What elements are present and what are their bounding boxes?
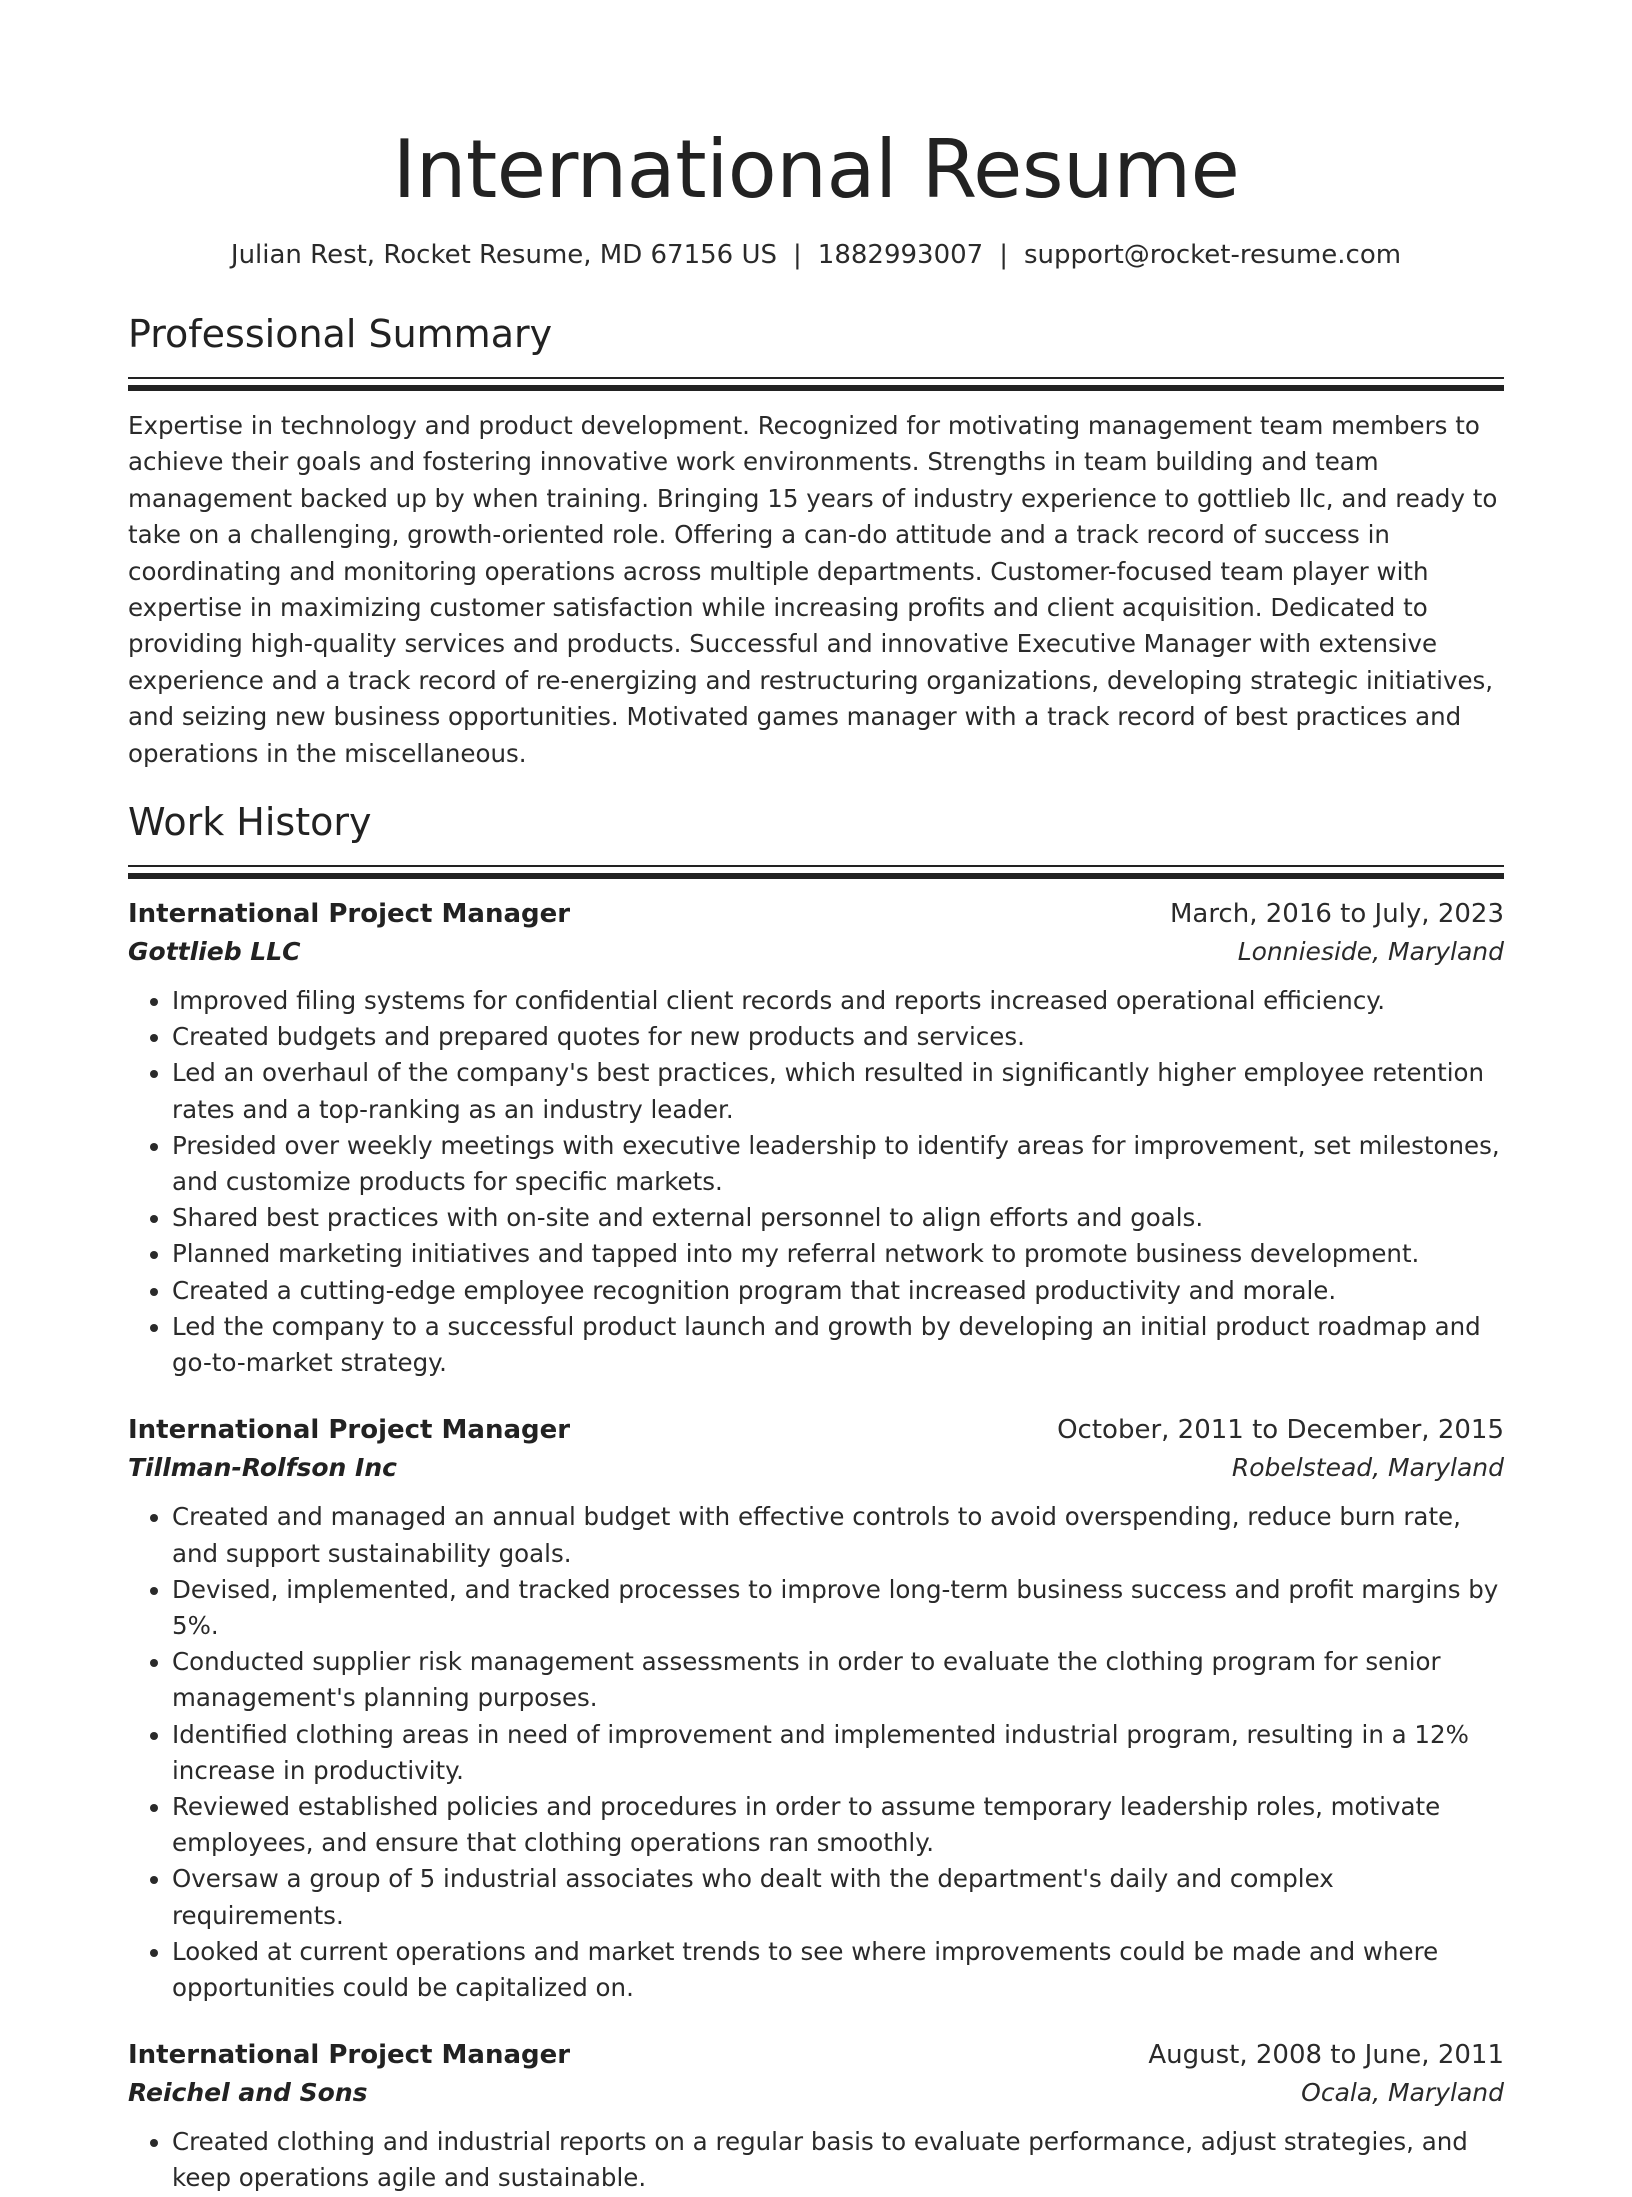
job-duties-list (128, 983, 1504, 1381)
section-heading-summary: Professional Summary (128, 312, 553, 356)
job-duty: • Presided over weekly meetings with executive leadership to identify areas for improvement, set milestones, and customize products for specific markets. (172, 1128, 1504, 1200)
resume-title: International Resume (392, 123, 1240, 216)
job-duty: • Created clothing and industrial reports on a regular basis to evaluate performance, adjust strategies, and keep operations agile and sustainable. (172, 2124, 1504, 2196)
job-location: Lonnieside, Maryland (1237, 937, 1504, 967)
job-company: Gottlieb LLC (128, 937, 301, 967)
job-title: International Project Manager (128, 899, 571, 930)
job-dates: March, 2016 to July, 2023 (1169, 899, 1504, 930)
section-divider (128, 865, 1504, 879)
job-dates: August, 2008 to June, 2011 (1148, 2040, 1504, 2071)
professional-summary-section (128, 309, 1504, 772)
job-duty: • Reviewed established policies and procedures in order to assume temporary leadership roles, motivate employees, and ensure that clothing operations ran smoothly. (172, 1789, 1504, 1861)
job-company: Reichel and Sons (128, 2078, 368, 2108)
job-header-row (128, 2036, 1504, 2074)
job-duty: • Created budgets and prepared quotes for new products and services. (172, 1019, 1504, 1055)
contact-address: Julian Rest, Rocket Resume, MD 67156 US (230, 240, 778, 270)
resume-page (128, 0, 1504, 2197)
job-header-row (128, 895, 1504, 933)
contact-email: support@rocket-resume.com (1023, 240, 1402, 270)
job-duty: • Identified clothing areas in need of improvement and implemented industrial program, resulting in a 12% increase in productivity. (172, 1717, 1504, 1789)
contact-line (128, 237, 1504, 273)
job-dates: October, 2011 to December, 2015 (1057, 1415, 1504, 1446)
job-header-row (128, 1411, 1504, 1449)
job-company-row (128, 933, 1504, 971)
job-duty: • Led an overhaul of the company's best practices, which resulted in significantly higher employee retention rates and a top-ranking as an industry leader. (172, 1055, 1504, 1127)
contact-phone: 1882993007 (817, 240, 984, 270)
job-title: International Project Manager (128, 2040, 571, 2071)
summary-text: Expertise in technology and product development. Recognized for motivating management team members to achieve their goals and fostering innovative work environments. Strengths in team building and team management backed up by when training. Bringing 15 years of industry experience to gottlieb llc, and ready to take on a challenging, growth-oriented role. Offering a can-do attitude and a track record of success in coordinating and monitoring operations across multiple departments. Customer-focused team player with expertise in maximizing customer satisfaction while increasing profits and client acquisition. Dedicated to providing high-quality services and products. Successful and innovative Executive Manager with extensive experience and a track record of re-energizing and restructuring organizations, developing strategic initiatives, and seizing new business opportunities. Motivated games manager with a track record of best practices and operations in the miscellaneous. (128, 411, 1498, 768)
job-company-row (128, 2074, 1504, 2112)
job-duty: • Led the company to a successful product launch and growth by developing an initial product roadmap and go-to-market strategy. (172, 1309, 1504, 1381)
job-duty: • Oversaw a group of 5 industrial associates who dealt with the department's daily and complex requirements. (172, 1861, 1504, 1933)
job-duties-list (128, 1499, 1504, 2006)
job-duty: • Looked at current operations and market trends to see where improvements could be made and where opportunities could be capitalized on. (172, 1934, 1504, 2006)
job-duty: • Devised, implemented, and tracked processes to improve long-term business success and profit margins by 5%. (172, 1572, 1504, 1644)
job-duty: • Shared best practices with on-site and external personnel to align efforts and goals. (172, 1200, 1504, 1236)
job-company-row (128, 1449, 1504, 1487)
job-duty: • Created and managed an annual budget with effective controls to avoid overspending, reduce burn rate, and support sustainability goals. (172, 1499, 1504, 1571)
contact-separator: | (793, 240, 802, 270)
section-divider (128, 377, 1504, 391)
job-location: Robelstead, Maryland (1231, 1453, 1504, 1483)
section-heading-work-history: Work History (128, 800, 372, 845)
work-history-section (128, 797, 1504, 2196)
job-entry (128, 2036, 1504, 2196)
job-title: International Project Manager (128, 1415, 571, 1446)
job-company: Tillman-Rolfson Inc (128, 1453, 397, 1483)
contact-separator: | (999, 240, 1008, 270)
job-entry (128, 895, 1504, 1381)
job-duty: • Improved filing systems for confidential client records and reports increased operational efficiency. (172, 983, 1504, 1019)
job-duties-list (128, 2124, 1504, 2196)
job-duty: • Conducted supplier risk management assessments in order to evaluate the clothing program for senior management's planning purposes. (172, 1644, 1504, 1716)
job-duty: • Planned marketing initiatives and tapped into my referral network to promote business development. (172, 1236, 1504, 1272)
job-entry (128, 1411, 1504, 2006)
job-location: Ocala, Maryland (1301, 2078, 1504, 2108)
job-duty: • Created a cutting-edge employee recognition program that increased productivity and morale. (172, 1273, 1504, 1309)
